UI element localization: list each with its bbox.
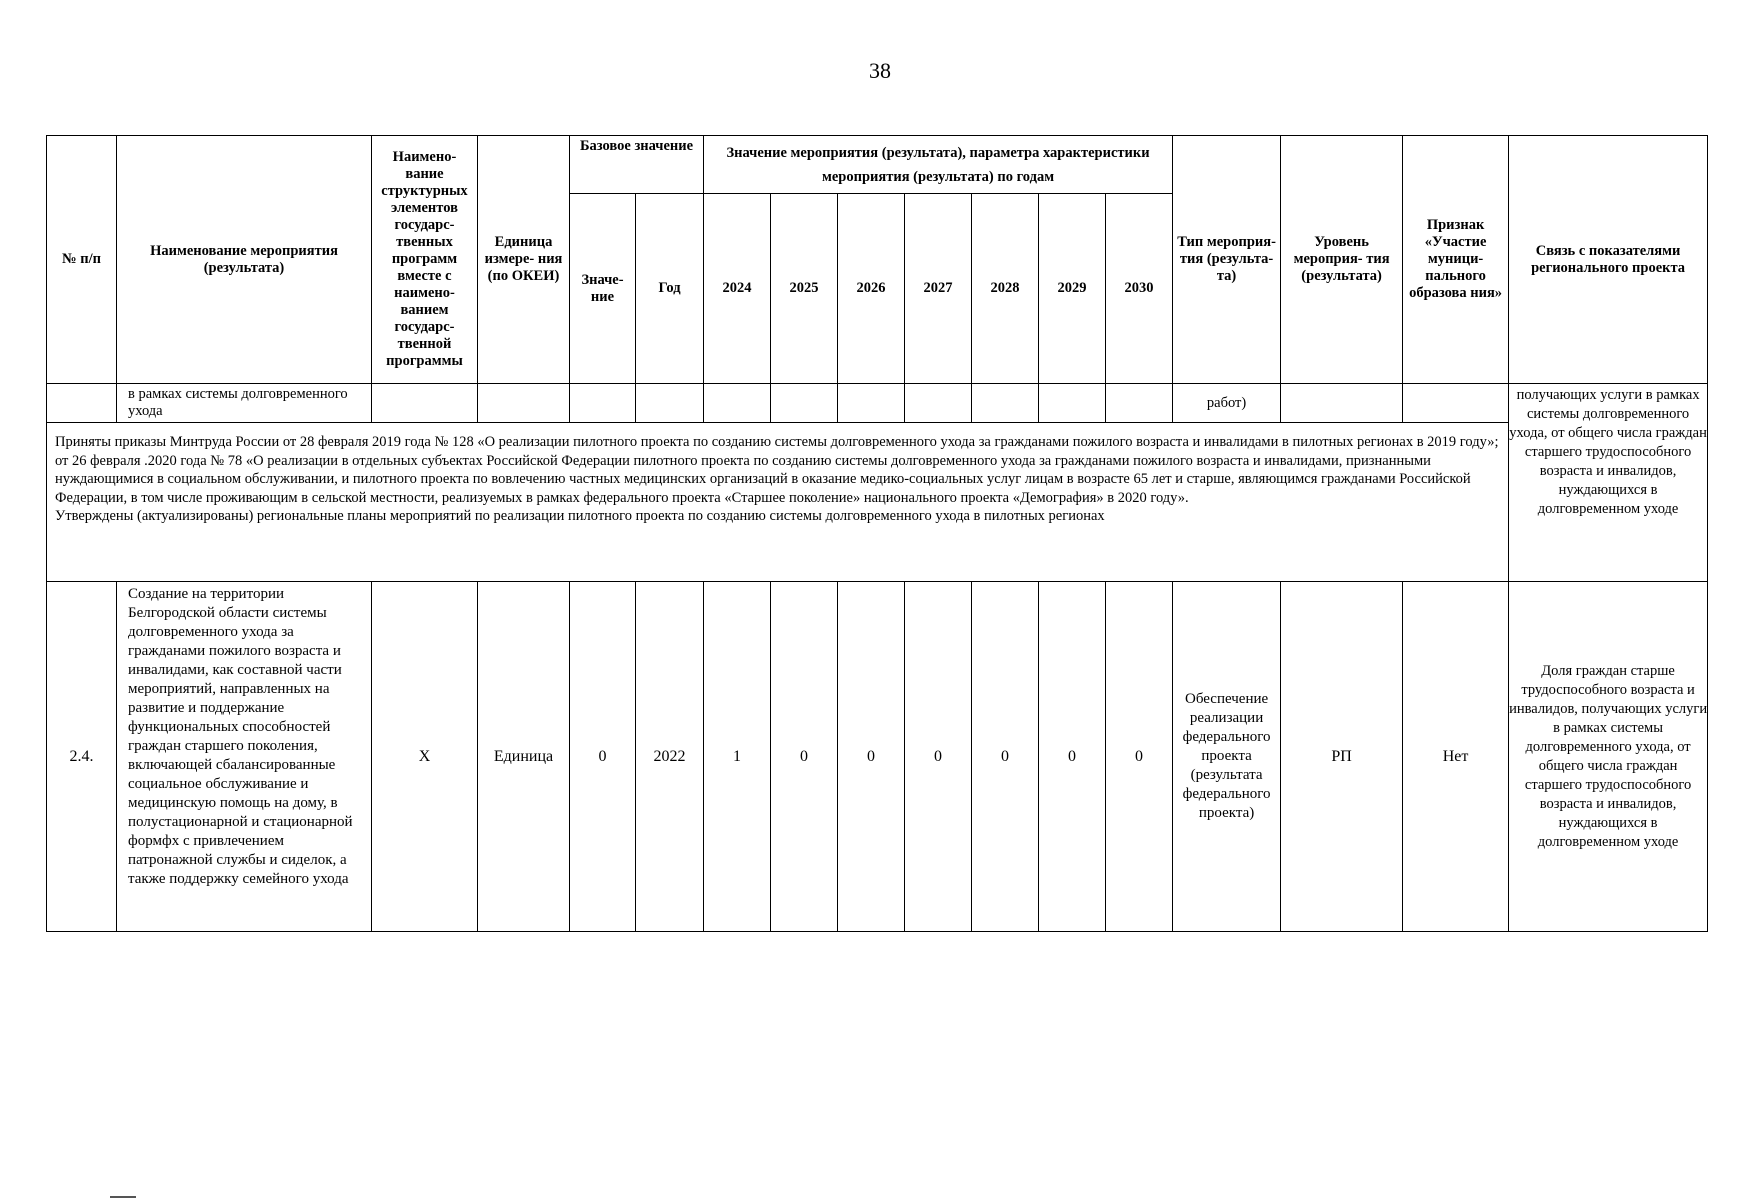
scan-mark xyxy=(110,1196,136,1198)
continuation-name: в рамках системы долговременного ухода xyxy=(117,384,372,423)
row-value-2024: 1 xyxy=(704,582,771,932)
continuation-link: получающих услуги в рамках системы долговременного ухода, от общего числа граждан старшего трудоспособного возраста и инвалидов, нуждающихся в долговременном уходе xyxy=(1509,384,1708,582)
table-row-2-4 xyxy=(47,582,1708,932)
header-base: Базовое значение xyxy=(570,136,704,194)
header-name: Наименование мероприятия (результата) xyxy=(117,136,372,384)
header-level: Уровень мероприя- тия (результата) xyxy=(1281,136,1403,384)
header-struct: Наимено- вание структурных элементов государс- твенных программ вместе с наимено- ванием государс- твенной программы xyxy=(372,136,478,384)
page-number: 38 xyxy=(869,58,891,83)
continuation-type: работ) xyxy=(1173,384,1281,423)
header-base-year: Год xyxy=(636,194,704,384)
note-cell xyxy=(47,423,1509,582)
header-year-2028: 2028 xyxy=(972,194,1039,384)
header-year-2024: 2024 xyxy=(704,194,771,384)
row-struct: X xyxy=(372,582,478,932)
header-num: № п/п xyxy=(47,136,117,384)
header-base-value: Значе- ние xyxy=(570,194,636,384)
row-link: Доля граждан старше трудоспособного возраста и инвалидов, получающих услуги в рамках системы долговременного ухода, от общего числа граждан старшего трудоспособного возраста и инвалидов, нуждающихся в долговременном уходе xyxy=(1509,582,1708,932)
row-num: 2.4. xyxy=(47,582,117,932)
row-name: Создание на территории Белгородской области системы долговременного ухода за гражданами пожилого возраста и инвалидами, как составной части мероприятий, направленных на развитие и поддержание функциональных способностей граждан старшего поколения, включающей сбалансированные социальное обслуживание и медицинскую помощь на дому, в полустационарной и стационарной формфх с привлечением патронажной службы и сиделок, а также поддержку семейного ухода xyxy=(117,582,372,932)
row-unit: Единица xyxy=(478,582,570,932)
header-unit: Единица измере- ния (по ОКЕИ) xyxy=(478,136,570,384)
row-base-year: 2022 xyxy=(636,582,704,932)
row-value-2030: 0 xyxy=(1106,582,1173,932)
header-year-2029: 2029 xyxy=(1039,194,1106,384)
header-type: Тип мероприя- тия (результа- та) xyxy=(1173,136,1281,384)
note-paragraph-1: Приняты приказы Минтруда России от 28 февраля 2019 года № 128 «О реализации пилотного проекта по созданию системы долговременного ухода за гражданами пожилого возраста и инвалидами в пилотных регионах в 2019 году»; от 26 февраля .2020 года № 78 «О реализации в отдельных субъектах Российской Федерации пилотного проекта по созданию системы долговременного ухода за гражданами пожилого возраста и инвалидами, признанными нуждающимися в социальном обслуживании, и пилотного проекта по вовлечению частных медицинских организаций в оказание медико-социальных услуг лицам в возрасте 65 лет и старше, являющимся гражданами Российской Федерации, в том числе проживающим в сельской местности, реализуемых в рамках федерального проекта «Старшее поколение» национального проекта «Демография» в 2020 году». xyxy=(55,434,1499,506)
header-sign: Признак «Участие муници- пального образова ния» xyxy=(1403,136,1509,384)
note-row xyxy=(47,423,1708,582)
header-year-2026: 2026 xyxy=(838,194,905,384)
continuation-row xyxy=(47,384,1708,423)
note-paragraph-2: Утверждены (актуализированы) региональные планы мероприятий по реализации пилотного проекта по созданию системы долговременного ухода в пилотных регионах xyxy=(55,508,1105,524)
row-sign: Нет xyxy=(1403,582,1509,932)
row-level: РП xyxy=(1281,582,1403,932)
header-year-2025: 2025 xyxy=(771,194,838,384)
row-value-2028: 0 xyxy=(972,582,1039,932)
row-base-value: 0 xyxy=(570,582,636,932)
header-year-2027: 2027 xyxy=(905,194,972,384)
header-values-group: Значение мероприятия (результата), параметра характеристики мероприятия (результата) по годам xyxy=(704,136,1173,194)
header-year-2030: 2030 xyxy=(1106,194,1173,384)
header-link: Связь с показателями регионального проекта xyxy=(1509,136,1708,384)
measures-table xyxy=(46,135,1708,932)
row-type: Обеспечение реализации федерального проекта (результата федерального проекта) xyxy=(1173,582,1281,932)
row-value-2027: 0 xyxy=(905,582,972,932)
row-value-2026: 0 xyxy=(838,582,905,932)
row-value-2029: 0 xyxy=(1039,582,1106,932)
row-value-2025: 0 xyxy=(771,582,838,932)
